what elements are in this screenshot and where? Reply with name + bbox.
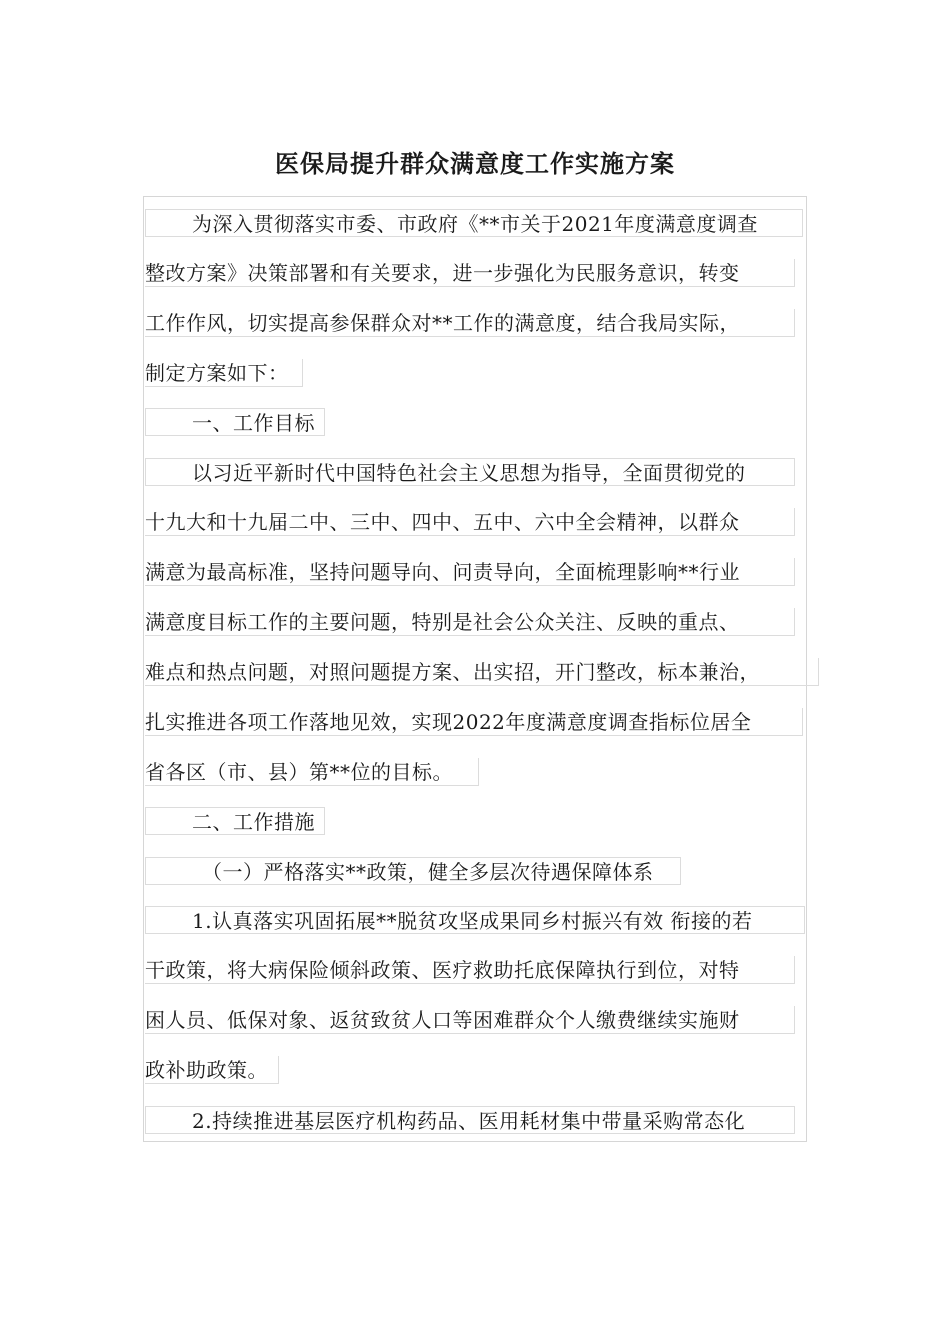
- document-title: 医保局提升群众满意度工作实施方案: [275, 150, 675, 178]
- paragraph-intro-line-2: 整改方案》决策部署和有关要求，进一步强化为民服务意识，转变: [145, 259, 795, 287]
- paragraph-intro-line-1: 为深入贯彻落实市委、市政府《**市关于2021年度满意度调查: [145, 209, 803, 237]
- heading-work-measures: 二、工作措施: [145, 807, 325, 835]
- paragraph-goal-line-2: 十九大和十九届二中、三中、四中、五中、六中全会精神，以群众: [145, 508, 795, 536]
- item-1-line-1: 1.认真落实巩固拓展**脱贫攻坚成果同乡村振兴有效 衔接的若: [145, 906, 805, 934]
- paragraph-goal-line-1: 以习近平新时代中国特色社会主义思想为指导，全面贯彻党的: [145, 458, 795, 486]
- paragraph-goal-line-6: 扎实推进各项工作落地见效，实现2022年度满意度调查指标位居全: [145, 708, 803, 736]
- item-1-line-2: 干政策，将大病保险倾斜政策、医疗救助托底保障执行到位，对特: [145, 956, 795, 984]
- paragraph-goal-line-3: 满意为最高标准，坚持问题导向、问责导向，全面梳理影响**行业: [145, 558, 795, 586]
- paragraph-goal-line-4: 满意度目标工作的主要问题，特别是社会公众关注、反映的重点、: [145, 608, 795, 636]
- paragraph-goal-line-7: 省各区（市、县）第**位的目标。: [145, 758, 479, 786]
- subheading-policy: （一）严格落实**政策，健全多层次待遇保障体系: [145, 857, 681, 885]
- paragraph-intro-line-4: 制定方案如下：: [145, 359, 303, 387]
- item-1-line-3: 困人员、低保对象、返贫致贫人口等困难群众个人缴费继续实施财: [145, 1006, 795, 1034]
- item-1-line-4: 政补助政策。: [145, 1056, 279, 1084]
- paragraph-goal-line-5: 难点和热点问题，对照问题提方案、出实招，开门整改，标本兼治，: [145, 658, 819, 686]
- item-2-line-1: 2.持续推进基层医疗机构药品、医用耗材集中带量采购常态化: [145, 1106, 795, 1134]
- heading-work-goal: 一、工作目标: [145, 408, 325, 436]
- paragraph-intro-line-3: 工作作风，切实提高参保群众对**工作的满意度，结合我局实际，: [145, 309, 795, 337]
